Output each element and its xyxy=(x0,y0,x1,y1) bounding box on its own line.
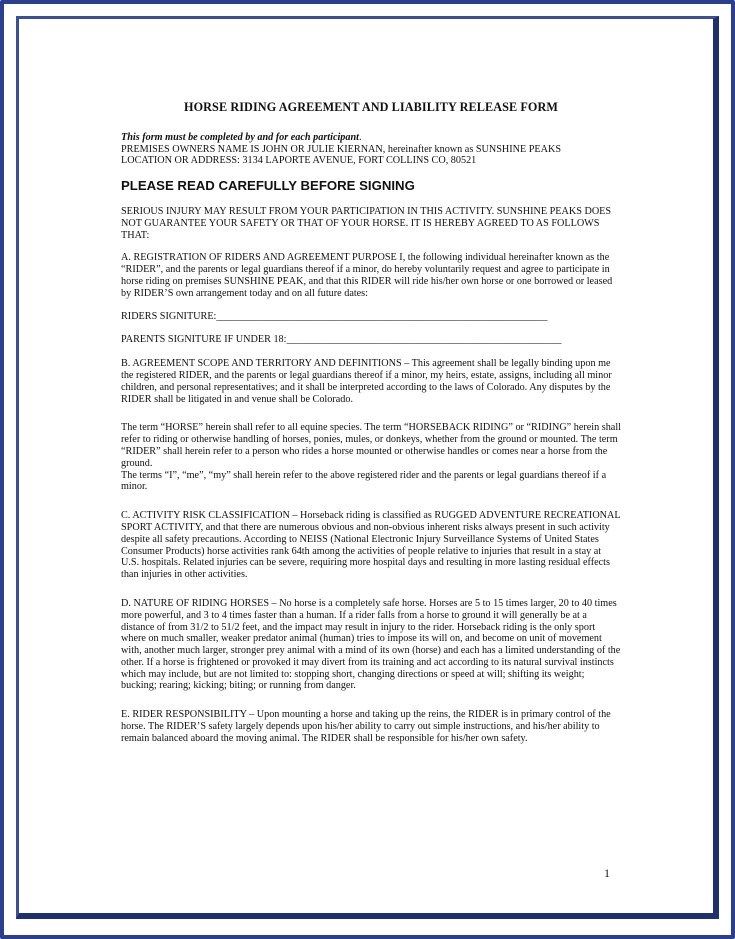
intro-block xyxy=(121,132,621,167)
owners-line: PREMISES OWNERS NAME IS JOHN OR JULIE KIERNAN, hereinafter known as SUNSHINE PEAKS xyxy=(121,143,562,155)
section-c: C. ACTIVITY RISK CLASSIFICATION – Horseback riding is classified as RUGGED ADVENTURE RECREATIONAL SPORT ACTIVITY, and that there are numerous obvious and non-obvious inherent risks always present in such activity despite all safety precautions. According to NEISS (National Electronic Injury Surveillance Systems of United States Consumer Products) horse activities rank 64th among the activities of people relative to injuries that result in a stay at U.S. hospitals. Related injuries can be severe, requiring more hospital days and resulting in more lasting residual effects than injuries in other activities. xyxy=(121,510,621,581)
document-title: HORSE RIDING AGREEMENT AND LIABILITY RELEASE FORM xyxy=(184,100,558,114)
section-heading: PLEASE READ CAREFULLY BEFORE SIGNING xyxy=(121,178,415,194)
warning-paragraph: SERIOUS INJURY MAY RESULT FROM YOUR PARTICIPATION IN THIS ACTIVITY. SUNSHINE PEAKS DOES NOT GUARANTEE YOUR SAFETY OR THAT OF YOUR HORSE. IT IS HEREBY AGREED TO AS FOLLOWS THAT: xyxy=(121,205,612,241)
location-line: LOCATION OR ADDRESS: 3134 LAPORTE AVENUE, FORT COLLINS CO, 80521 xyxy=(121,155,477,167)
section-e: E. RIDER RESPONSIBILITY – Upon mounting a horse and taking up the reins, the RIDER is in primary control of the horse. The RIDER’S safety largely depends upon his/her ability to carry out simple instructions, and his/her ability to remain balanced aboard the moving animal. The RIDER shall be responsible for his/her own safety. xyxy=(121,709,611,744)
section-b: B. AGREEMENT SCOPE AND TERRITORY AND DEFINITIONS – This agreement shall be legally binding upon me the registered RIDER, and the parents or legal guardians thereof if a minor, my heirs, estate, assigns, including all minor children, and personal representatives; and it shall be interpreted according to the laws of Colorado. Any disputes by the RIDER shall be litigated in and venue shall be Colorado. xyxy=(121,358,612,405)
document-body xyxy=(121,98,621,756)
page-number: 1 xyxy=(604,866,610,880)
definitions-paragraph-2: The terms “I”, “me”, “my” shall herein refer to the above registered rider and the parents or legal guardians thereof if a minor. xyxy=(121,469,607,493)
section-a: A. REGISTRATION OF RIDERS AND AGREEMENT PURPOSE I, the following individual hereinafter known as the “RIDER”, and the parents or legal guardians thereof if a minor, do hereby voluntarily request and agree to participate in horse riding on premises SUNSHINE PEAK, and that this RIDER will ride his/her own horse or one borrowed or leased by RIDER’S own arrangement today and on all future dates: xyxy=(121,252,613,299)
definitions-paragraph-1: The term “HORSE” herein shall refer to all equine species. The term “HORSEBACK RIDING” or “RIDING” herein shall refer to riding or otherwise handling of horses, ponies, mules, or donkeys, whether from the ground or mounted. The term “RIDER” shall herein refer to a person who rides a horse mounted or otherwise handles or comes near a horse from the ground. xyxy=(121,422,621,469)
parents-signature-field[interactable]: PARENTS SIGNITURE IF UNDER 18:______________________________________________________ xyxy=(121,334,562,346)
section-d: D. NATURE OF RIDING HORSES – No horse is a completely safe horse. Horses are 5 to 15 times larger, 20 to 40 times more powerful, and 3 to 4 times faster than a human. If a rider falls from a horse to ground it will generally be at a distance of from 31/2 to 51/2 feet, and the impact may result in injury to the rider. Horseback riding is the only sport where on much smaller, weaker predator animal (human) tries to impose its will on, and become on unit of movement with, another much larger, stronger prey animal with a mind of its own (horse) and each has a limited understanding of the other. If a horse is frightened or provoked it may divert from its training and act according to its natural survival instincts which may include, but are not limited to: stopping short, changing directions or speed at will; shifting its weight; bucking; rearing; kicking; biting; or running from danger. xyxy=(121,597,621,692)
intro-note xyxy=(121,132,621,144)
riders-signature-field[interactable]: RIDERS SIGNITURE:_________________________________________________________________ xyxy=(121,310,548,322)
intro-period: . xyxy=(358,131,362,143)
intro-italic: This form must be completed by and for each participant xyxy=(121,131,359,143)
